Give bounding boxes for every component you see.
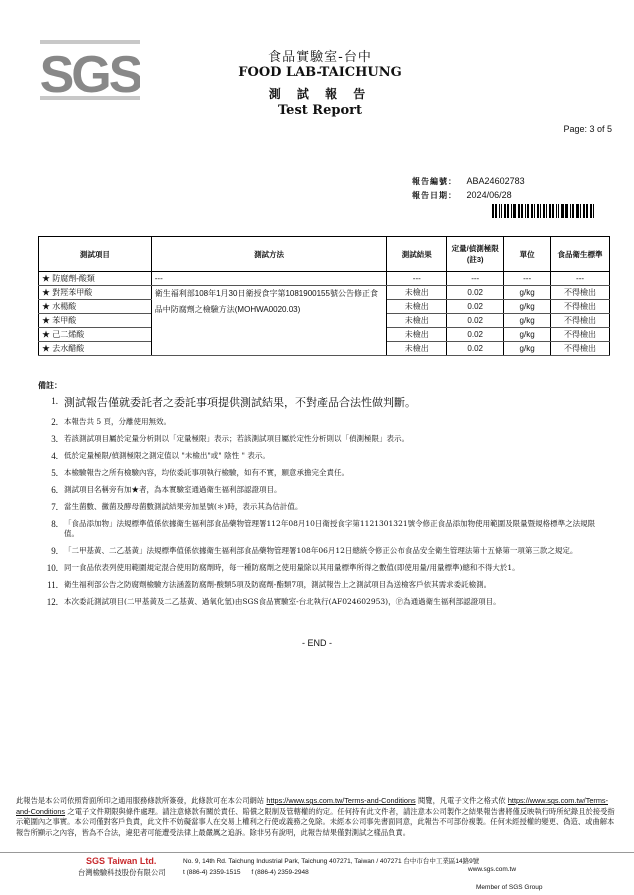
report-title-cn: 測 試 報 告 [268, 87, 372, 101]
cell-result: --- [387, 272, 447, 286]
cell-unit: g/kg [504, 286, 551, 300]
lab-title-en: FOOD LAB-TAICHUNG [238, 65, 402, 80]
header-unit: 單位 [504, 237, 551, 272]
terms-link[interactable]: https://www.sgs.com.tw/Terms-and-Conditions [16, 796, 609, 816]
cell-standard: 不得檢出 [551, 342, 610, 356]
list-item: 10. 同一食品依表列使用範圍規定混合使用防腐劑時，每一種防腐劑之使用量除以其用量標準所得之數值(即使用量/用量標準)總和不得大於1。 [46, 563, 520, 573]
cell-method: 衛生福利部108年1月30日衛授食字第1081900155號公告修正食品中防腐劑之檢驗方法(MOHWA0020.03) [151, 286, 387, 356]
page-number: Page: 3 of 5 [563, 124, 612, 134]
cell-unit: g/kg [504, 328, 551, 342]
report-title-en: Test Report [278, 103, 362, 118]
cell-limit: 0.02 [447, 328, 504, 342]
report-number-label: 報告編號： [412, 177, 457, 186]
cell-standard: 不得檢出 [551, 314, 610, 328]
disclaimer: 此報告是本公司依照背面所印之通用服務條款所簽發，此條款可在本公司網站 https://www.sgs.com.tw/Terms-and-Conditions 閱覽，凡電子文件之格式依 https://www.sgs.com.tw/Terms-and-Conditions 之電子文件期限與條件處理。請注意條款有關於責任、賠償之限制及管轄權的約定。任何持有此文件者，請注意本公司製作之結果報告書將僅反映執行時所紀錄且於接受指示範圍內之事實。本公司僅對客戶負責，此文件不妨礙當事人在交易上權利之行使或義務之免除。未經本公司事先書面同意，此報告不可部份複製。任何未經授權的變更、偽造、或曲解本報告所顯示之內容，皆為不合法，違犯者可能遭受法律上最嚴厲之追訴。除非另有說明，此報告結果僅對測試之樣品負責。 [16, 796, 615, 837]
member-text: Member of SGS Group [476, 884, 543, 891]
company-address: No. 9, 14th Rd. Taichung Industrial Park, Taichung 407271, Taiwan / 407271 台中市台中工業區14路9號 t (886-4) 2359-1515 f (886-4) 2359-2948 [183, 858, 480, 876]
header-item: 測試項目 [39, 237, 152, 272]
cell-unit: g/kg [504, 342, 551, 356]
cell-standard: 不得檢出 [551, 286, 610, 300]
sgs-logo [40, 40, 140, 100]
company-name-en: SGS Taiwan Ltd. [86, 856, 157, 866]
report-date-row [412, 190, 512, 201]
table-row [39, 286, 610, 300]
report-date: 2024/06/28 [466, 190, 512, 200]
cell-limit: 0.02 [447, 286, 504, 300]
list-item: 12. 本次委託測試項目(二甲基黃及二乙基黃、過氧化氫)由SGS食品實驗室-台北執行(AF024602953)，Ⓟ為通過衛生福利部認證項目。 [46, 597, 501, 607]
report-number-row [412, 176, 525, 187]
header-limit: 定量/偵測極限(註3) [447, 237, 504, 272]
cell-result: 未檢出 [387, 328, 447, 342]
cell-standard: 不得檢出 [551, 300, 610, 314]
list-item: 2. 本報告共 5 頁，分離使用無效。 [51, 417, 172, 427]
header-method: 測試方法 [151, 237, 387, 272]
cell-result: 未檢出 [387, 342, 447, 356]
cell-limit: 0.02 [447, 300, 504, 314]
cell-limit: --- [447, 272, 504, 286]
header-result: 測試結果 [387, 237, 447, 272]
cell-item: ★ 苯甲酸 [39, 314, 152, 328]
list-item: 6. 測試項目名稱旁有加★者，為本實驗室通過衛生福利部認證項目。 [51, 485, 282, 495]
cell-unit: g/kg [504, 300, 551, 314]
list-item: 3. 若該測試項目屬於定量分析則以「定量極限」表示；若該測試項目屬於定性分析則以「偵測極限」表示。 [51, 434, 409, 444]
cell-limit: 0.02 [447, 314, 504, 328]
cell-item: ★ 己二烯酸 [39, 328, 152, 342]
cell-unit: --- [504, 272, 551, 286]
terms-link[interactable]: https://www.sgs.com.tw/Terms-and-Conditions [266, 796, 416, 805]
notes-list [38, 396, 610, 614]
report-date-label: 報告日期： [412, 191, 457, 200]
cell-result: 未檢出 [387, 300, 447, 314]
list-item: 11. 衛生福利部公告之防腐劑檢驗方法涵蓋防腐劑-酸類5項及防腐劑-酯類7項，測試報告上之測試項目為送檢客戶依其需求委託檢測。 [47, 580, 492, 590]
cell-item: ★ 防腐劑-酸類 [39, 272, 152, 286]
notes-title: 備註： [38, 381, 62, 390]
barcode [492, 204, 596, 218]
cell-result: 未檢出 [387, 314, 447, 328]
cell-result: 未檢出 [387, 286, 447, 300]
list-item: 1. 測試報告僅就委託者之委託事項提供測試結果，不對產品合法性做判斷。 [51, 396, 416, 409]
cell-unit: g/kg [504, 314, 551, 328]
cell-item: ★ 水楊酸 [39, 300, 152, 314]
cell-standard: 不得檢出 [551, 328, 610, 342]
company-name-cn: 台灣檢驗科技股份有限公司 [78, 868, 166, 877]
list-item: 8. 「食品添加物」法規標準值係依據衛生福利部食品藥物管理署112年08月10日衛授食字第1121301321號令修正食品添加物使用範圍及限量暨規格標準之法規限值。 [51, 519, 596, 538]
cell-standard: --- [551, 272, 610, 286]
end-marker: - END - [302, 638, 332, 648]
website: www.sgs.com.tw [468, 866, 517, 873]
report-number: ABA24602783 [466, 176, 525, 186]
cell-method: --- [151, 272, 387, 286]
footer-divider [0, 852, 634, 853]
cell-item: ★ 對羥苯甲酸 [39, 286, 152, 300]
header-standard: 食品衛生標準 [551, 237, 610, 272]
list-item: 7. 當生菌數、黴菌及酵母菌數測試結果旁加星號(＊)時，表示其為估計值。 [51, 502, 303, 512]
list-item: 4. 低於定量極限/偵測極限之測定值以 "未檢出"或" 陰性 " 表示。 [51, 451, 270, 461]
cell-item: ★ 去水醋酸 [39, 342, 152, 356]
lab-title-cn: 食品實驗室-台中 [268, 50, 372, 65]
results-table [38, 236, 610, 356]
list-item: 5. 本檢驗報告之所有檢驗內容，均依委託事項執行檢驗，如有不實，願意承擔完全責任。 [51, 468, 349, 478]
table-row [39, 272, 610, 286]
list-item: 9. 「二甲基黃、二乙基黃」法規標準值係依據衛生福利部食品藥物管理署108年06月12日總統令修正公布食品安全衛生管理法第十五條第一項第三款之規定。 [51, 546, 578, 556]
table-header-row [39, 237, 610, 272]
cell-limit: 0.02 [447, 342, 504, 356]
svg-text:SGS: SGS [40, 46, 140, 100]
